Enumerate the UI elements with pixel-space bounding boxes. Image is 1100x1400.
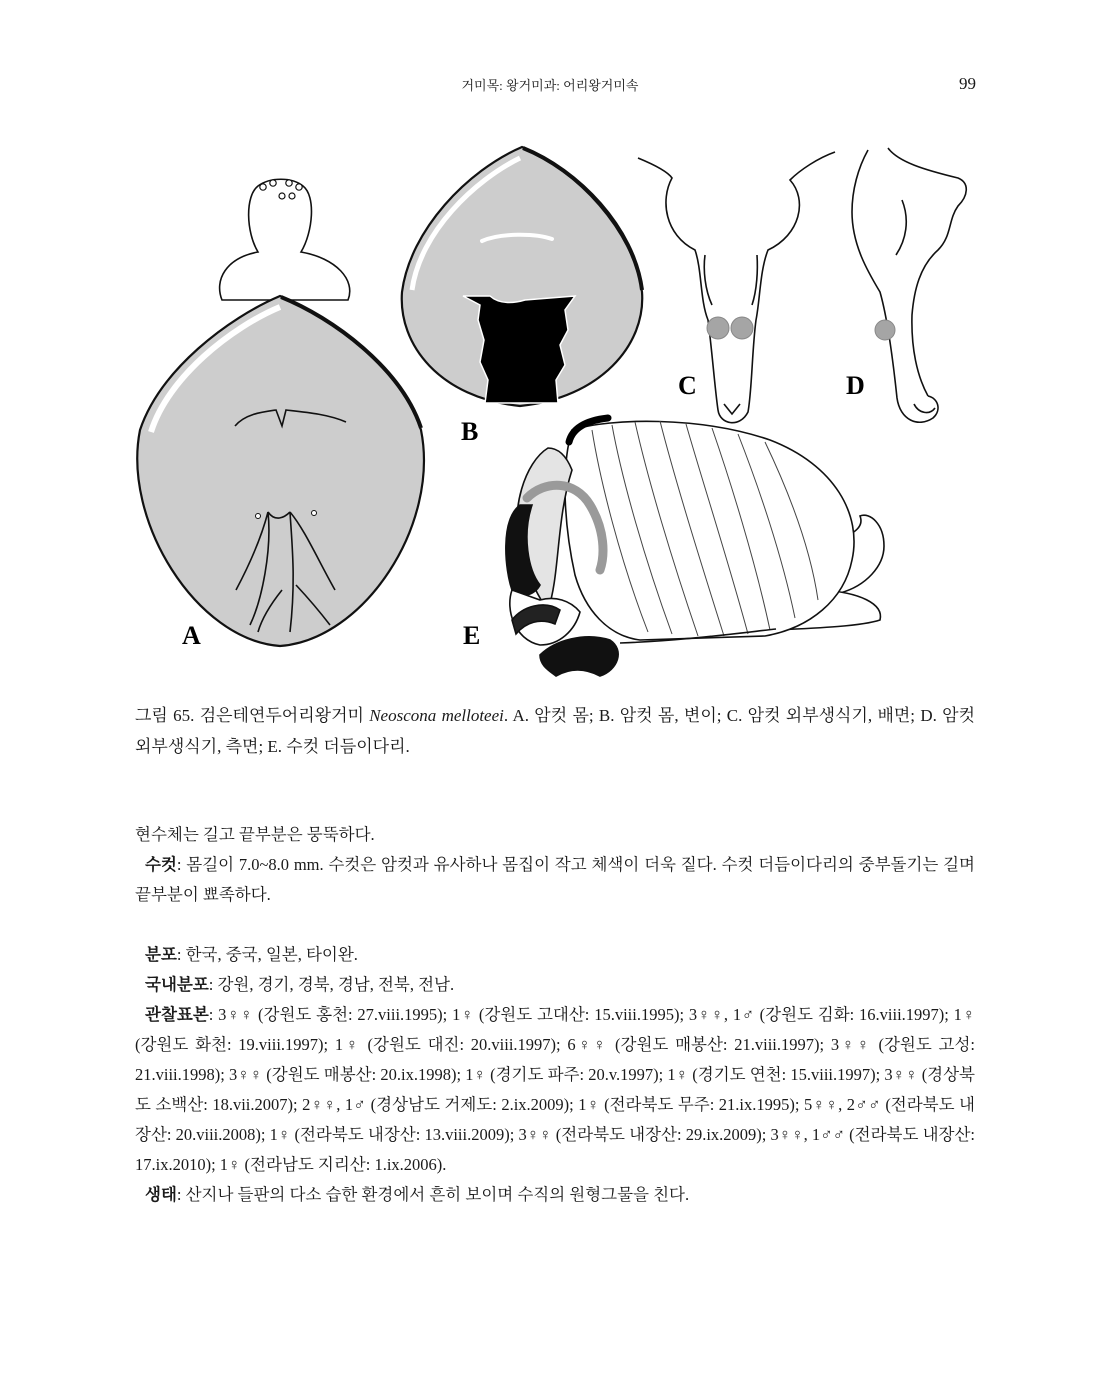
panel-a-spot: [312, 511, 317, 516]
eye: [289, 193, 295, 199]
ecology-text: : 산지나 들판의 다소 습한 환경에서 흔히 보이며 수직의 원형그물을 친다.: [176, 1185, 690, 1204]
domestic-distribution-text: : 강원, 경기, 경북, 경남, 전북, 전남.: [208, 975, 455, 994]
panel-d-outline-right: [888, 148, 966, 396]
body-paragraph-intro: 현수체는 길고 끝부분은 뭉뚝하다.: [135, 825, 375, 844]
eye: [296, 184, 302, 190]
eye: [286, 180, 292, 186]
body-paragraph-domestic-distribution: [135, 970, 975, 1000]
eye: [279, 193, 285, 199]
caption-suffix: . A. 암컷 몸; B. 암컷 몸, 변이; C. 암컷 외부생식기, 배면; D. 암컷 외부생식기, 측면; E. 수컷 더듬이다리.: [135, 706, 975, 756]
panel-d-outline-left: [852, 150, 938, 422]
distribution-text: : 한국, 중국, 일본, 타이완.: [176, 945, 358, 964]
panel-d-tip-line: [914, 404, 935, 413]
panel-d-fold-line: [896, 200, 906, 255]
panel-c-spermatheca: [731, 317, 753, 339]
caption-species: Neoscona melloteei: [369, 706, 504, 725]
panel-e-label: E: [463, 621, 481, 650]
panel-e-male-palp: [463, 418, 884, 676]
panel-a-spot: [256, 514, 261, 519]
panel-c-spermatheca: [707, 317, 729, 339]
distribution-heading: 분포: [145, 945, 177, 964]
panel-d-spermatheca: [875, 320, 895, 340]
body-text: [135, 820, 975, 1210]
panel-a-abdomen: [137, 296, 424, 646]
panel-d-epigyne-lateral: [846, 148, 966, 422]
panel-e-tegulum: [565, 421, 854, 640]
panel-b-label: B: [461, 417, 479, 446]
panel-c-outline: [638, 152, 835, 423]
panel-b-female-body-variant: [402, 147, 643, 446]
male-heading: 수컷: [145, 855, 177, 874]
body-paragraph-distribution: [135, 940, 975, 970]
male-text: : 몸길이 7.0~8.0 mm. 수컷은 암컷과 유사하나 몸집이 작고 체색이 더욱 짙다. 수컷 더듬이다리의 중부돌기는 길며 끝부분이 뾰족하다.: [135, 855, 975, 904]
material-examined-heading: 관찰표본: [145, 1005, 209, 1024]
panel-a-female-body: [137, 179, 424, 650]
eye: [260, 184, 266, 190]
body-paragraph-male: [135, 850, 975, 910]
domestic-distribution-heading: 국내분포: [145, 975, 209, 994]
material-examined-text: : 3♀♀ (강원도 홍천: 27.viii.1995); 1♀ (강원도 고대산: 15.viii.1995); 3♀♀, 1♂ (강원도 김화: 16.viii.1997); 1♀ (강원도 화천: 19.viii.1997); 1♀ (강원도 대진: 20.viii.1997); 6♀♀ (강원도 매봉산: 21.viii.1997); 3♀♀ (강원도 고성: 21.viii.1998); 3♀♀ (강원도 매봉산: 20.ix.1998); 1♀ (경기도 파주: 20.v.1997); 1♀ (경기도 연천: 15.viii.1997); 3♀♀ (경상북도 소백산: 18.vii.2007); 2♀♀, 1♂ (경상남도 거제도: 2.ix.2009); 1♀ (전라북도 무주: 21.ix.1995); 5♀♀, 2♂♂ (전라북도 내장산: 20.viii.2008); 1♀ (전라북도 내장산: 13.viii.2009); 3♀♀ (전라북도 내장산: 29.ix.2009); 3♀♀, 1♂♂ (전라북도 내장산: 17.ix.2010); 1♀ (전라남도 지리산: 1.ix.2006).: [135, 1005, 975, 1174]
page-number: 99: [959, 74, 976, 93]
panel-c-epigyne-ventral: [638, 152, 835, 423]
body-paragraph-ecology: [135, 1180, 975, 1210]
figure-drawing: [120, 140, 980, 690]
eye: [270, 180, 276, 186]
panel-c-label: C: [678, 371, 697, 400]
ecology-heading: 생태: [145, 1185, 177, 1204]
panel-a-label: A: [182, 621, 201, 650]
caption-prefix: 그림 65. 검은테연두어리왕거미: [135, 706, 370, 725]
figure-65: [120, 140, 980, 690]
body-paragraph-material-examined: [135, 1000, 975, 1180]
panel-d-label: D: [846, 371, 865, 400]
running-title: 거미목: 왕거미과: 어리왕거미속: [461, 78, 639, 93]
figure-caption: [135, 700, 975, 762]
